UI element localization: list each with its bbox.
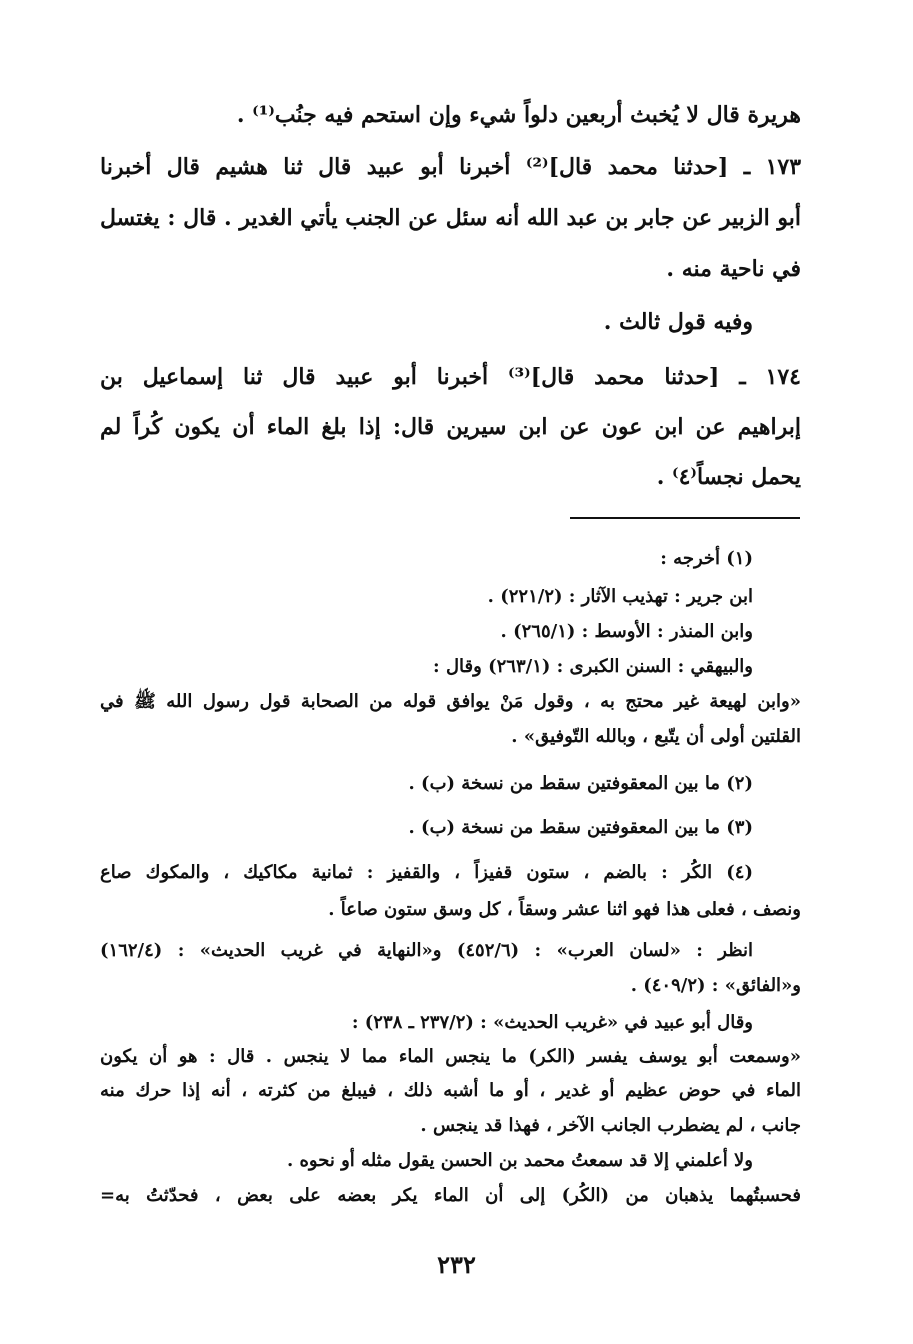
footnote-line: ونصف ، فعلى هذا فهو اثنا عشر وسقاً ، كل وسق ستون صاعاً . — [328, 899, 801, 920]
footnote-line: (٣) ما بين المعقوفتين سقط من نسخة (ب) . — [408, 817, 753, 838]
footnote-line: «وسمعت أبو يوسف يفسر (الكر) ما ينجس الماء مما لا ينجس . قال : هو أن يكون — [100, 1046, 801, 1067]
main-text-line: وفيه قول ثالث . — [603, 309, 753, 335]
footnote-line: فحسبتُهما يذهبان من (الكُر) إلى أن الماء يكر بعضه على بعض ، فحدّثتُ به= — [100, 1185, 801, 1206]
footnote-line: ولا أعلمني إلا قد سمعتُ محمد بن الحسن يقول مثله أو نحوه . — [286, 1150, 753, 1171]
page-number: ٢٣٢ — [437, 1250, 476, 1279]
footnote-line: والبيهقي : السنن الكبرى : (٢٦٣/١) وقال : — [433, 656, 753, 677]
main-text-line: أبو الزبير عن جابر بن عبد الله أنه سئل عن الجنب يأتي الغدير . قال : يغتسل — [100, 205, 801, 231]
footnote-separator — [570, 517, 800, 519]
footnote-line: (٢) ما بين المعقوفتين سقط من نسخة (ب) . — [408, 773, 753, 794]
footnote-line: (٤) الكُر : بالضم ، ستون قفيزاً ، والقفيز : ثمانية مكاكيك ، والمكوك صاع — [100, 862, 753, 883]
footnote-line: انظر : «لسان العرب» : (٤٥٢/٦) و«النهاية في غريب الحديث» : (١٦٢/٤) — [100, 940, 754, 961]
footnote-line: وقال أبو عبيد في «غريب الحديث» : (٢٣٧/٢ ـ ٢٣٨) : — [351, 1012, 753, 1033]
footnote-line: (١) أخرجه : — [660, 548, 753, 569]
main-text-line: في ناحية منه . — [666, 256, 801, 282]
footnote-line: و«الفائق» : (٤٠٩/٢) . — [630, 975, 801, 996]
footnote-line: القلتين أولى أن يتّبع ، وبالله التّوفيق» . — [511, 726, 801, 747]
footnote-line: جانب ، لم يضطرب الجانب الآخر ، فهذا قد ينجس . — [420, 1115, 801, 1136]
main-text-line: يحمل نجساً⁽٤⁾ . — [656, 464, 801, 490]
footnote-line: ابن جرير : تهذيب الآثار : (٢٢١/٢) . — [487, 586, 753, 607]
main-text-line: إبراهيم عن ابن عون عن ابن سيرين قال: إذا بلغ الماء أن يكون كُراً لم — [100, 414, 801, 440]
footnote-line: «وابن لهيعة غير محتج به ، وقول مَنْ يوافق قوله من الصحابة قول رسول الله ﷺ في — [100, 691, 801, 712]
main-text-line: هريرة قال لا يُخبث أربعين دلواً شيء وإن استحم فيه جنُب⁽¹⁾ . — [236, 102, 801, 128]
footnote-line: الماء في حوض عظيم أو غدير ، أو ما أشبه ذلك ، فيبلغ من كثرته ، أنه إذا حرك منه — [100, 1080, 801, 1101]
footnote-line: وابن المنذر : الأوسط : (٢٦٥/١) . — [500, 621, 753, 642]
main-text-line: ١٧٤ ـ [حدثنا محمد قال]⁽³⁾ أخبرنا أبو عبيد قال ثنا إسماعيل بن — [100, 364, 801, 390]
main-text-line: ١٧٣ ـ [حدثنا محمد قال]⁽²⁾ أخبرنا أبو عبيد قال ثنا هشيم قال أخبرنا — [100, 154, 802, 180]
